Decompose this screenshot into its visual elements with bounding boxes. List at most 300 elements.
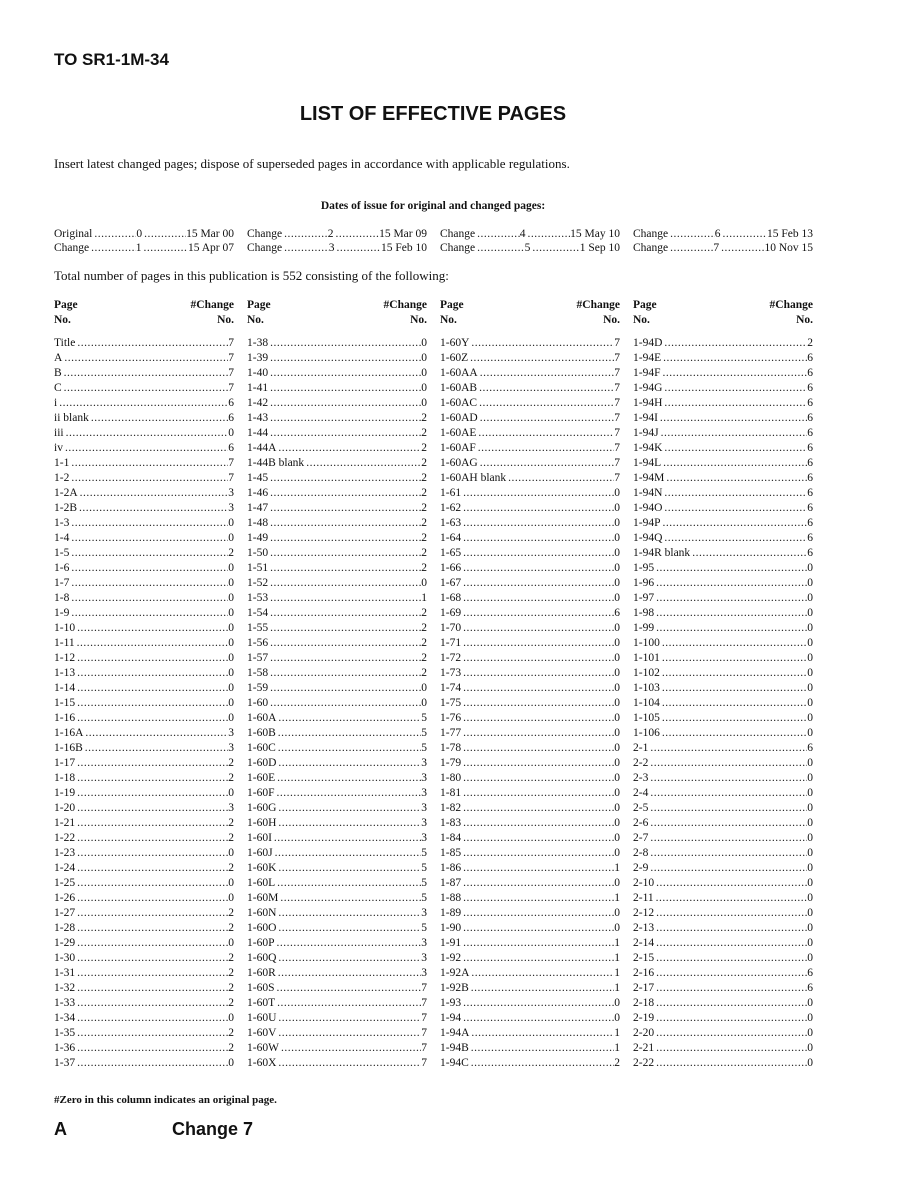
page-number: 1-60X	[247, 1057, 277, 1069]
leader-dots	[69, 471, 228, 486]
page-number: 1-94L	[633, 457, 662, 469]
leader-dots	[282, 228, 328, 240]
leader-dots	[276, 726, 422, 741]
page-row	[247, 816, 427, 831]
change-label: Change	[247, 228, 283, 240]
leader-dots	[461, 771, 614, 786]
page-row	[54, 861, 234, 876]
change-value: 3	[228, 502, 234, 514]
page-number: 1-38	[247, 337, 269, 349]
change-value: 7	[228, 472, 234, 484]
page-number: 2-16	[633, 967, 655, 979]
page-row	[633, 561, 813, 576]
change-value: 2	[421, 637, 427, 649]
change-value: 0	[807, 667, 813, 679]
page-number: 2-20	[633, 1027, 655, 1039]
leader-dots	[461, 591, 614, 606]
page-row	[247, 561, 427, 576]
page-number: 1-91	[440, 937, 462, 949]
page-number: 1-21	[54, 817, 76, 829]
page-number: B	[54, 367, 62, 379]
leader-dots	[719, 242, 764, 254]
page-row	[633, 696, 813, 711]
page-number: 2-3	[633, 772, 649, 784]
leader-dots	[662, 381, 807, 396]
page-row	[247, 846, 427, 861]
leader-dots	[274, 936, 421, 951]
page-row	[247, 666, 427, 681]
page-number: 1-64	[440, 532, 462, 544]
page-row	[633, 996, 813, 1011]
page-number: 2-18	[633, 997, 655, 1009]
leader-dots	[75, 921, 228, 936]
page-row	[440, 606, 620, 621]
page-row	[440, 726, 620, 741]
change-value: 0	[807, 892, 813, 904]
page-row	[247, 876, 427, 891]
document-number: TO SR1-1M-34	[54, 50, 169, 69]
change-value: 2	[228, 832, 234, 844]
footer-change-number: Change 7	[172, 1119, 254, 1139]
change-number: 0	[136, 228, 143, 240]
leader-dots	[69, 516, 228, 531]
page-number: 1-94O	[633, 502, 663, 514]
page-row	[54, 1056, 234, 1071]
page-number: 1-70	[440, 622, 462, 634]
change-value: 0	[614, 697, 620, 709]
change-value: 2	[228, 547, 234, 559]
change-header: #Change	[769, 299, 813, 311]
change-value: 0	[614, 832, 620, 844]
leader-dots	[468, 351, 614, 366]
change-date: 1 Sep 10	[579, 242, 620, 254]
page-number: 1-103	[633, 682, 660, 694]
page-number: 1-102	[633, 667, 660, 679]
page-number: 1-92B	[440, 982, 469, 994]
change-value: 2	[228, 982, 234, 994]
page-number: 1-34	[54, 1012, 76, 1024]
page-number: 1-62	[440, 502, 462, 514]
leader-dots	[659, 426, 808, 441]
leader-dots	[268, 576, 421, 591]
page-number: 1-44	[247, 427, 269, 439]
change-label: Original	[54, 228, 93, 240]
leader-dots	[469, 1056, 615, 1071]
page-row	[440, 756, 620, 771]
page-number: 1-77	[440, 727, 462, 739]
change-value: 0	[614, 922, 620, 934]
leader-dots	[75, 831, 228, 846]
change-value: 0	[228, 577, 234, 589]
change-value: 0	[228, 607, 234, 619]
leader-dots	[142, 228, 186, 240]
page-row	[247, 771, 427, 786]
change-value: 2	[421, 667, 427, 679]
change-value: 0	[614, 997, 620, 1009]
page-row	[633, 981, 813, 996]
leader-dots	[654, 1026, 807, 1041]
change-value: 0	[614, 802, 620, 814]
change-value: 0	[807, 832, 813, 844]
page-row	[54, 366, 234, 381]
leader-dots	[660, 666, 807, 681]
page-number: 1-44B blank	[247, 457, 305, 469]
leader-dots	[648, 861, 807, 876]
change-value: 0	[614, 592, 620, 604]
leader-dots	[461, 891, 614, 906]
page-row	[440, 786, 620, 801]
leader-dots	[75, 951, 228, 966]
leader-dots	[478, 411, 615, 426]
change-value: 0	[614, 502, 620, 514]
change-value: 3	[421, 967, 427, 979]
page-number: 1-47	[247, 502, 269, 514]
page-row	[54, 606, 234, 621]
page-number: 1-12	[54, 652, 76, 664]
page-row	[54, 516, 234, 531]
change-value: 7	[228, 352, 234, 364]
page-number: 1-60I	[247, 832, 272, 844]
page-row	[633, 906, 813, 921]
page-number: 1-24	[54, 862, 76, 874]
dates-heading: Dates of issue for original and changed pages:	[320, 200, 546, 212]
page-number: 2-6	[633, 817, 649, 829]
change-value: 0	[614, 667, 620, 679]
page-row	[54, 456, 234, 471]
change-value: 6	[807, 517, 813, 529]
leader-dots	[654, 981, 807, 996]
page-row	[440, 366, 620, 381]
page-number: 1-94C	[440, 1057, 469, 1069]
change-value: 6	[228, 442, 234, 454]
page-number: 1-2	[54, 472, 70, 484]
leader-dots	[276, 921, 421, 936]
page-number: 1-60AG	[440, 457, 478, 469]
page-row	[247, 411, 427, 426]
change-value: 0	[614, 682, 620, 694]
page-number: 2-7	[633, 832, 649, 844]
page-row	[247, 831, 427, 846]
leader-dots	[661, 456, 807, 471]
leader-dots	[75, 1026, 228, 1041]
change-date: 15 Mar 00	[186, 228, 234, 240]
page-row	[247, 471, 427, 486]
leader-dots	[660, 711, 807, 726]
page-number: 1-32	[54, 982, 76, 994]
change-value: 0	[807, 607, 813, 619]
change-value: 0	[807, 877, 813, 889]
pages-column	[633, 299, 813, 1071]
change-number: 3	[328, 242, 335, 254]
leader-dots	[268, 471, 421, 486]
page-number: 1-29	[54, 937, 76, 949]
change-value: 3	[421, 952, 427, 964]
page-row	[633, 831, 813, 846]
change-value: 6	[807, 412, 813, 424]
page-row	[440, 351, 620, 366]
page-row	[440, 696, 620, 711]
page-row	[633, 1026, 813, 1041]
change-value: 2	[421, 622, 427, 634]
page-row	[440, 816, 620, 831]
page-row	[54, 531, 234, 546]
change-value: 6	[807, 352, 813, 364]
change-value: 3	[421, 787, 427, 799]
change-value: 3	[421, 817, 427, 829]
leader-dots	[278, 891, 421, 906]
leader-dots	[660, 681, 807, 696]
change-value: 6	[807, 487, 813, 499]
page-number: 1-68	[440, 592, 462, 604]
change-value: 3	[421, 832, 427, 844]
page-row	[633, 651, 813, 666]
page-row	[633, 1056, 813, 1071]
page-number: 1-94A	[440, 1027, 470, 1039]
page-number: 1-19	[54, 787, 76, 799]
change-value: 0	[807, 772, 813, 784]
page-number: 1-60M	[247, 892, 279, 904]
page-row	[54, 441, 234, 456]
page-number: C	[54, 382, 62, 394]
change-value: 2	[421, 652, 427, 664]
page-row	[633, 1041, 813, 1056]
page-number: 1-94F	[633, 367, 661, 379]
page-number: 1-101	[633, 652, 660, 664]
leader-dots	[75, 1011, 228, 1026]
leader-dots	[268, 666, 421, 681]
leader-dots	[662, 531, 807, 546]
leader-dots	[648, 786, 807, 801]
page-number: 1-74	[440, 682, 462, 694]
column-header	[440, 299, 620, 329]
page-number: 1-60H	[247, 817, 277, 829]
page-row	[247, 786, 427, 801]
page-number: 1-97	[633, 592, 655, 604]
change-value: 7	[228, 337, 234, 349]
leader-dots	[141, 242, 188, 254]
leader-dots	[75, 651, 228, 666]
page-number: 1-23	[54, 847, 76, 859]
page-row	[247, 801, 427, 816]
leader-dots	[75, 966, 228, 981]
page-number: 1-16B	[54, 742, 83, 754]
page-number: 1-60J	[247, 847, 273, 859]
change-value: 3	[228, 802, 234, 814]
change-value: 1	[614, 982, 620, 994]
change-value: 7	[421, 982, 427, 994]
page-row	[54, 876, 234, 891]
leader-dots	[477, 396, 614, 411]
page-number: 1-55	[247, 622, 269, 634]
page-number: 1-94G	[633, 382, 663, 394]
page-number: 1-96	[633, 577, 655, 589]
leader-dots	[268, 411, 421, 426]
change-value: 2	[421, 472, 427, 484]
page-row	[633, 681, 813, 696]
page-row	[633, 891, 813, 906]
leader-dots	[77, 501, 228, 516]
page-row	[54, 486, 234, 501]
change-value: 0	[228, 847, 234, 859]
change-value: 0	[228, 697, 234, 709]
change-value: 0	[228, 517, 234, 529]
leader-dots	[75, 756, 228, 771]
change-number: 4	[519, 228, 526, 240]
page-number: 1-37	[54, 1057, 76, 1069]
change-value: 2	[421, 487, 427, 499]
page-row	[54, 561, 234, 576]
page-row	[440, 921, 620, 936]
change-value: 7	[614, 382, 620, 394]
leader-dots	[276, 816, 421, 831]
leader-dots	[334, 242, 381, 254]
page-number: 1-94H	[633, 397, 663, 409]
leader-dots	[69, 561, 228, 576]
leader-dots	[654, 966, 807, 981]
date-entry	[247, 228, 427, 240]
page-row	[440, 411, 620, 426]
change-value: 2	[421, 562, 427, 574]
change-value: 0	[807, 862, 813, 874]
change-value: 0	[421, 337, 427, 349]
leader-dots	[268, 366, 421, 381]
leader-dots	[654, 1011, 807, 1026]
leader-dots	[654, 921, 807, 936]
page-number: 1-81	[440, 787, 462, 799]
page-number: 1-60D	[247, 757, 277, 769]
page-number: 1-78	[440, 742, 462, 754]
change-value: 0	[807, 922, 813, 934]
change-value: 6	[228, 412, 234, 424]
leader-dots	[461, 876, 614, 891]
leader-dots	[282, 242, 329, 254]
change-value: 0	[807, 847, 813, 859]
leader-dots	[461, 951, 614, 966]
page-row	[440, 651, 620, 666]
change-value: 0	[421, 577, 427, 589]
leader-dots	[662, 336, 807, 351]
page-row	[440, 486, 620, 501]
page-row	[247, 1056, 427, 1071]
change-value: 2	[807, 337, 813, 349]
page-row	[54, 921, 234, 936]
page-header: Page	[633, 299, 657, 311]
page-number: 2-13	[633, 922, 655, 934]
page-number: 1-60G	[247, 802, 277, 814]
change-value: 1	[614, 967, 620, 979]
page-number: 2-21	[633, 1042, 655, 1054]
change-value: 2	[421, 427, 427, 439]
page-number: 1-41	[247, 382, 269, 394]
leader-dots	[461, 486, 614, 501]
page-number: 1-60V	[247, 1027, 277, 1039]
leader-dots	[461, 831, 614, 846]
page-header: Page	[440, 299, 464, 311]
change-value: 2	[421, 517, 427, 529]
page-number: 1-46	[247, 487, 269, 499]
page-row	[54, 576, 234, 591]
change-value: 0	[807, 1042, 813, 1054]
leader-dots	[662, 396, 807, 411]
page-number: 1-83	[440, 817, 462, 829]
leader-dots	[276, 756, 421, 771]
page-number: 1-2B	[54, 502, 77, 514]
leader-dots	[461, 861, 614, 876]
change-value: 7	[228, 382, 234, 394]
change-value: 0	[807, 577, 813, 589]
leader-dots	[276, 741, 422, 756]
page-row	[54, 1011, 234, 1026]
page-row	[54, 906, 234, 921]
page-row	[54, 666, 234, 681]
page-number: 1-2A	[54, 487, 78, 499]
leader-dots	[461, 561, 614, 576]
page-number: 1-8	[54, 592, 70, 604]
leader-dots	[648, 846, 807, 861]
change-number: 1	[135, 242, 142, 254]
leader-dots	[461, 696, 614, 711]
page-row	[440, 531, 620, 546]
change-value: 0	[807, 712, 813, 724]
change-value: 0	[614, 877, 620, 889]
page-row	[54, 846, 234, 861]
change-value: 6	[807, 742, 813, 754]
page-row	[633, 1011, 813, 1026]
leader-dots	[276, 966, 422, 981]
leader-dots	[75, 336, 228, 351]
change-value: 0	[614, 577, 620, 589]
leader-dots	[276, 861, 421, 876]
change-value: 7	[421, 1027, 427, 1039]
page-number: 1-60S	[247, 982, 275, 994]
page-number: 1-95	[633, 562, 655, 574]
page-number: 1-90	[440, 922, 462, 934]
leader-dots	[75, 816, 228, 831]
leader-dots	[476, 441, 614, 456]
page-number: 1-6	[54, 562, 70, 574]
page-row	[633, 711, 813, 726]
change-value: 5	[421, 877, 427, 889]
change-value: 7	[614, 367, 620, 379]
change-value: 1	[614, 937, 620, 949]
leader-dots	[275, 771, 421, 786]
change-value: 2	[228, 907, 234, 919]
leader-dots	[461, 801, 614, 816]
page-number: 1-60R	[247, 967, 276, 979]
page-number: 1-76	[440, 712, 462, 724]
page-row	[54, 891, 234, 906]
leader-dots	[69, 576, 228, 591]
page-row	[633, 576, 813, 591]
leader-dots	[461, 816, 614, 831]
change-value: 0	[228, 652, 234, 664]
change-value: 7	[421, 1012, 427, 1024]
leader-dots	[461, 936, 614, 951]
page-row	[440, 396, 620, 411]
page-number: 2-14	[633, 937, 655, 949]
leader-dots	[275, 876, 421, 891]
page-no-header: No.	[440, 314, 457, 326]
page-row	[440, 981, 620, 996]
page-row	[440, 1041, 620, 1056]
change-value: 0	[807, 997, 813, 1009]
page-number: 1-94I	[633, 412, 658, 424]
page-row	[440, 516, 620, 531]
page-row	[247, 621, 427, 636]
change-value: 7	[421, 1042, 427, 1054]
page-row	[247, 1011, 427, 1026]
change-value: 5	[421, 712, 427, 724]
